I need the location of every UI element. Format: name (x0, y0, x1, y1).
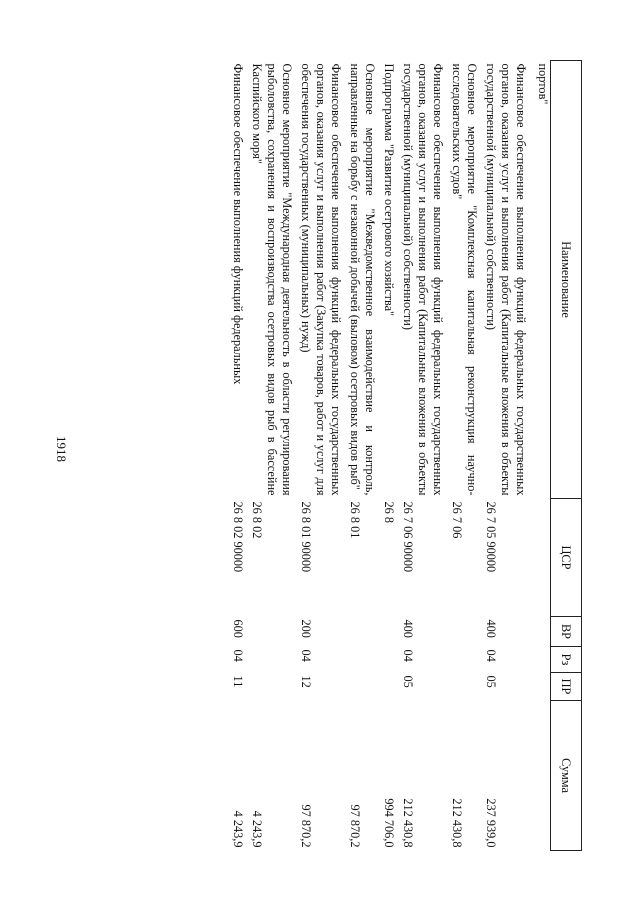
row-name: Финансовое обеспечение выполнения функций федеральных (231, 63, 245, 385)
row-sum: 97 870,2 (299, 804, 313, 848)
row-sum: 4 243,9 (231, 810, 245, 848)
row-csr: 26 8 02 90000 (231, 501, 245, 573)
row-csr: 26 8 02 (250, 501, 264, 539)
row-vr: 400 (401, 619, 415, 638)
row-pr (379, 673, 398, 701)
table-header-row (551, 61, 582, 851)
continuation-text: портов" (536, 63, 550, 105)
row-name: Основное мероприятие "Комплексная капитальная реконструкция научно-исследовательских судов" (450, 63, 479, 496)
row-csr: 26 7 06 (450, 501, 464, 539)
table-row (398, 61, 447, 851)
row-rz: 04 (401, 649, 415, 662)
row-pr (247, 673, 296, 701)
row-vr: 200 (299, 619, 313, 638)
row-rz (345, 647, 379, 673)
table-row (228, 61, 247, 851)
row-vr: 600 (231, 619, 245, 638)
table-row (247, 61, 296, 851)
row-vr (447, 617, 481, 647)
row-rz (247, 647, 296, 673)
row-name: Подпрограмма "Развитие осетрового хозяйства" (382, 63, 396, 317)
row-pr (447, 673, 481, 701)
header-rz: Рз (551, 647, 582, 673)
budget-table (228, 60, 582, 851)
row-sum: 212 430,8 (450, 798, 464, 848)
row-vr (247, 617, 296, 647)
row-rz: 04 (484, 649, 498, 662)
header-sum: Сумма (551, 701, 582, 851)
table-row (379, 61, 398, 851)
row-pr: 11 (231, 675, 245, 688)
table-row (345, 61, 379, 851)
row-rz (447, 647, 481, 673)
row-pr (345, 673, 379, 701)
row-sum: 237 939,0 (484, 798, 498, 848)
header-csr: ЦСР (551, 499, 582, 617)
row-pr: 12 (299, 675, 313, 688)
row-pr: 05 (401, 675, 415, 688)
row-csr: 26 8 01 90000 (299, 501, 313, 573)
budget-sheet (92, 60, 582, 850)
page-number: 1918 (54, 436, 69, 462)
row-rz: 04 (299, 649, 313, 662)
row-sum: 212 430,8 (401, 798, 415, 848)
table-row (296, 61, 345, 851)
row-name: Финансовое обеспечение выполнения функций федеральных государственных органов, оказания услуг и выполнения работ (Капитальные вложения в объекты государственной (муниципальной) собственности) (484, 63, 528, 496)
row-rz: 04 (231, 649, 245, 662)
row-vr: 400 (484, 619, 498, 638)
row-sum: 4 243,9 (250, 810, 264, 848)
table-row (447, 61, 481, 851)
row-vr (345, 617, 379, 647)
row-csr: 26 8 01 (348, 501, 362, 539)
row-name: Финансовое обеспечение выполнения функций федеральных государственных органов, оказания услуг и выполнения работ (Капитальные вложения в объекты государственной (муниципальной) собственности) (401, 63, 445, 496)
row-pr: 05 (484, 675, 498, 688)
header-name: Наименование (551, 61, 582, 499)
row-csr: 26 7 06 90000 (401, 501, 415, 573)
row-csr: 26 8 (382, 501, 396, 524)
header-vr: ВР (551, 617, 582, 647)
row-name: Основное мероприятие "Международная деятельность в области регулирования рыболовства, сохранения и воспроизводства осетровых видов рыб в бассейне Каспийского моря" (250, 63, 294, 496)
row-name: Финансовое обеспечение выполнения функций федеральных государственных органов, оказания услуг и выполнения работ (Закупка товаров, работ и услуг для обеспечения государственных (муниципальных) нужд) (299, 63, 343, 496)
table-row-continuation (530, 61, 551, 851)
row-name: Основное мероприятие "Межведомственное взаимодействие и контроль, направленные на борьбу с незаконной добычей (выловом) осетровых видов рыб" (348, 63, 377, 496)
row-sum: 97 870,2 (348, 804, 362, 848)
row-vr (379, 617, 398, 647)
row-sum: 994 706,0 (382, 798, 396, 848)
table-row (481, 61, 530, 851)
row-csr: 26 7 05 90000 (484, 501, 498, 573)
row-rz (379, 647, 398, 673)
header-pr: ПР (551, 673, 582, 701)
